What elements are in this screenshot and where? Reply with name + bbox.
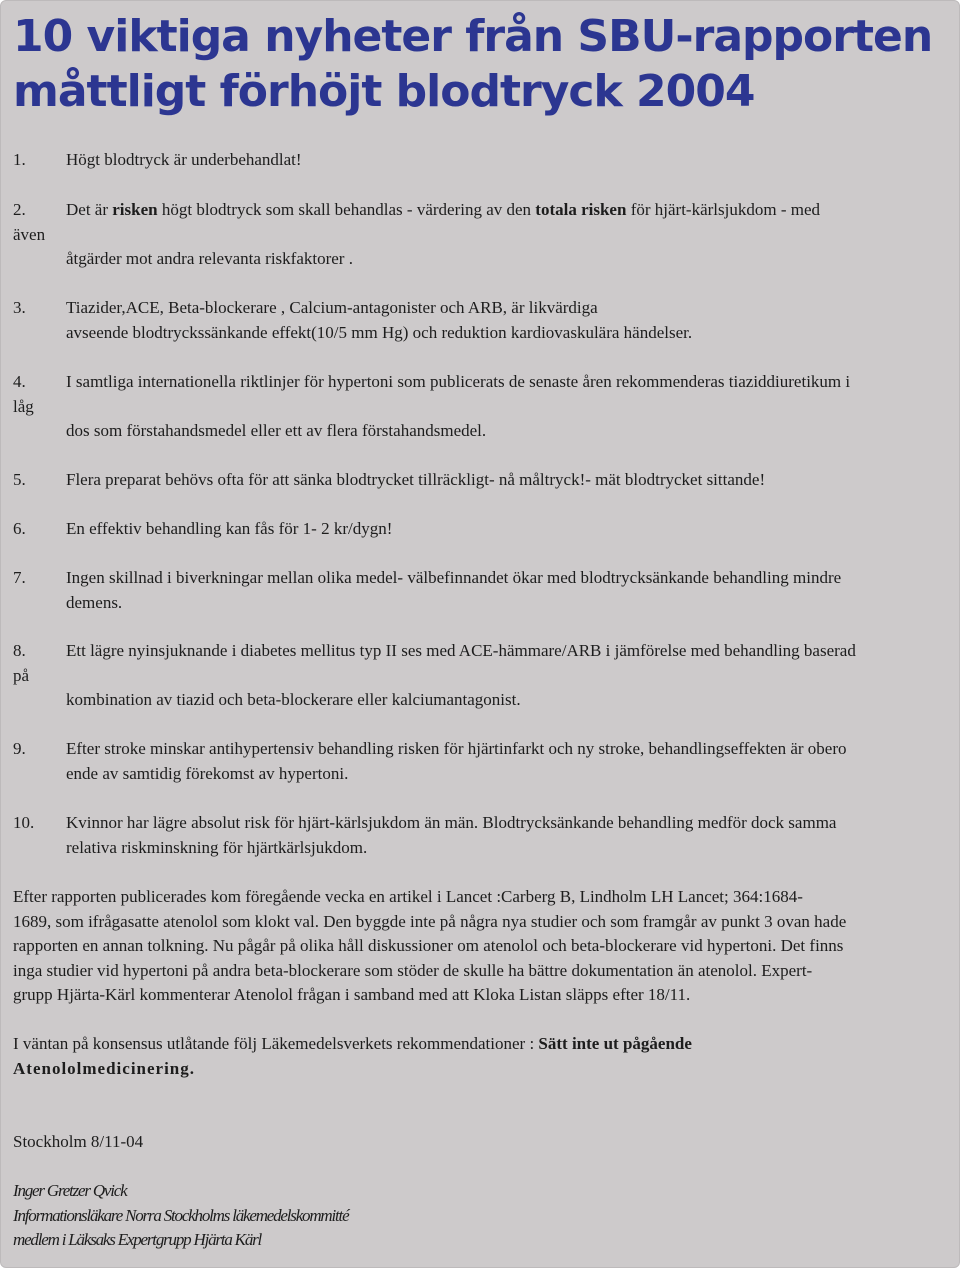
item-text-line-1: Kvinnor har lägre absolut risk för hjärt-kärlsjukdom än män. Blodtrycksänkande behandling medför dock samma [66,813,837,832]
item-number: 7. [13,568,26,587]
list-item-3 [13,296,953,345]
title-line-1: 10 viktiga nyheter från SBU-rapporten [13,11,933,62]
item-text-line-2: åtgärder mot andra relevanta riskfaktorer . [66,249,353,269]
item-text: Flera preparat behövs ofta för att sänka blodtrycket tillräckligt- nå måltryck!- mät blodtrycket sittande! [66,470,766,489]
item-number: 6. [13,519,26,538]
item-number: 1. [13,150,26,169]
emphasis-recommendation-end: Atenololmedicinering. [13,1058,196,1078]
item-number: 8. [13,641,26,660]
consensus-line-1 [13,1032,953,1057]
emphasis-risken: risken [112,200,158,219]
text-run: I väntan på konsensus utlåtande följ Läkemedelsverkets rekommendationer : [13,1034,539,1053]
item-number: 3. [13,298,26,317]
item-text-line-2: relativa riskminskning för hjärtkärlsjukdom. [66,837,368,857]
list-item-9 [13,737,953,786]
emphasis-recommendation: Sätt inte ut pågående [538,1034,692,1053]
text-run: för hjärt-kärlsjukdom - med [626,200,820,219]
list-item-8 [13,639,953,713]
signature-name: Inger Gretzer Qvick [13,1181,127,1200]
list-item-5 [13,468,953,493]
item-number: 2. [13,200,26,219]
consensus-line-2 [13,1057,953,1082]
emphasis-totala-risken: totala risken [535,200,627,219]
item-text-line-2: dos som förstahandsmedel eller ett av flera förstahandsmedel. [66,421,487,441]
item-text-line-2: avseende blodtryckssänkande effekt(10/5 mm Hg) och reduktion kardiovaskulära händelser. [66,322,693,342]
list-item-1 [13,148,953,173]
list-item-10 [13,811,953,860]
paragraph-line-1: Efter rapporten publicerades kom föregående vecka en artikel i Lancet :Carberg B, Lindholm LH Lancet; 364:1684- [13,887,803,906]
item-number: 9. [13,739,26,758]
signature-block [13,1179,348,1253]
consensus-paragraph [13,1032,953,1081]
lancet-paragraph [13,885,953,1008]
item-text-line-1: I samtliga internationella riktlinjer för hypertoni som publicerats de senaste åren rekommenderas tiaziddiuretikum i [66,372,851,391]
item-number: 5. [13,470,26,489]
item-text-line-1: Ingen skillnad i biverkningar mellan olika medel- välbefinnandet ökar med blodtrycksänkande behandling mindre [66,568,842,587]
title-line-2: måttligt förhöjt blodtryck 2004 [13,66,755,117]
list-item-7 [13,566,953,615]
page-title [13,9,932,119]
item-text-wrap: även [13,224,46,244]
item-text: Högt blodtryck är underbehandlat! [66,150,302,169]
signature-role: Informationsläkare Norra Stockholms läkemedelskommitté [13,1205,349,1225]
list-item-4 [13,370,953,444]
paragraph-line-2: 1689, som ifrågasatte atenolol som klokt val. Den byggde inte på några nya studier och som framgår av punkt 3 ovan hade [13,911,847,931]
item-text-line-2: demens. [66,592,123,612]
paragraph-line-4: inga studier vid hypertoni på andra beta-blockerare som stöder de skulle ha bättre dokumentation än atenolol. Expert- [13,960,813,980]
list-item-2 [13,198,953,272]
item-text-line-1: Tiazider,ACE, Beta-blockerare , Calcium-antagonister och ARB, är likvärdiga [66,298,598,317]
text-run: högt blodtryck som skall behandlas - värdering av den [157,200,536,219]
paragraph-line-5: grupp Hjärta-Kärl kommenterar Atenolol frågan i samband med att Kloka Listan släpps efter 18/11. [13,985,691,1005]
item-text-line-2: kombination av tiazid och beta-blockerare eller kalciumantagonist. [66,690,521,710]
item-text-line-1 [13,198,953,223]
place-date: Stockholm 8/11-04 [13,1132,144,1151]
text-run: Det är [66,200,113,219]
paragraph-line-3: rapporten en annan tolkning. Nu pågår på olika håll diskussioner om atenolol och beta-blockerare vid hypertoni. Det finns [13,936,844,956]
item-text-line-1: Efter stroke minskar antihypertensiv behandling risken för hjärtinfarkt och ny stroke, behandlingseffekten är obero [66,739,847,758]
item-number: 4. [13,372,26,391]
item-text: En effektiv behandling kan fås för 1- 2 kr/dygn! [66,519,393,538]
item-text-line-2: ende av samtidig förekomst av hypertoni. [66,763,349,783]
signature-member: medlem i Läksaks Expertgrupp Hjärta Kärl [13,1230,262,1250]
list-item-6 [13,517,953,542]
item-number: 10. [13,813,35,832]
item-text-wrap: låg [13,396,34,416]
item-text-wrap: på [13,665,30,685]
item-text-line-1: Ett lägre nyinsjuknande i diabetes mellitus typ II ses med ACE-hämmare/ARB i jämförelse med behandling baserad [66,641,856,660]
